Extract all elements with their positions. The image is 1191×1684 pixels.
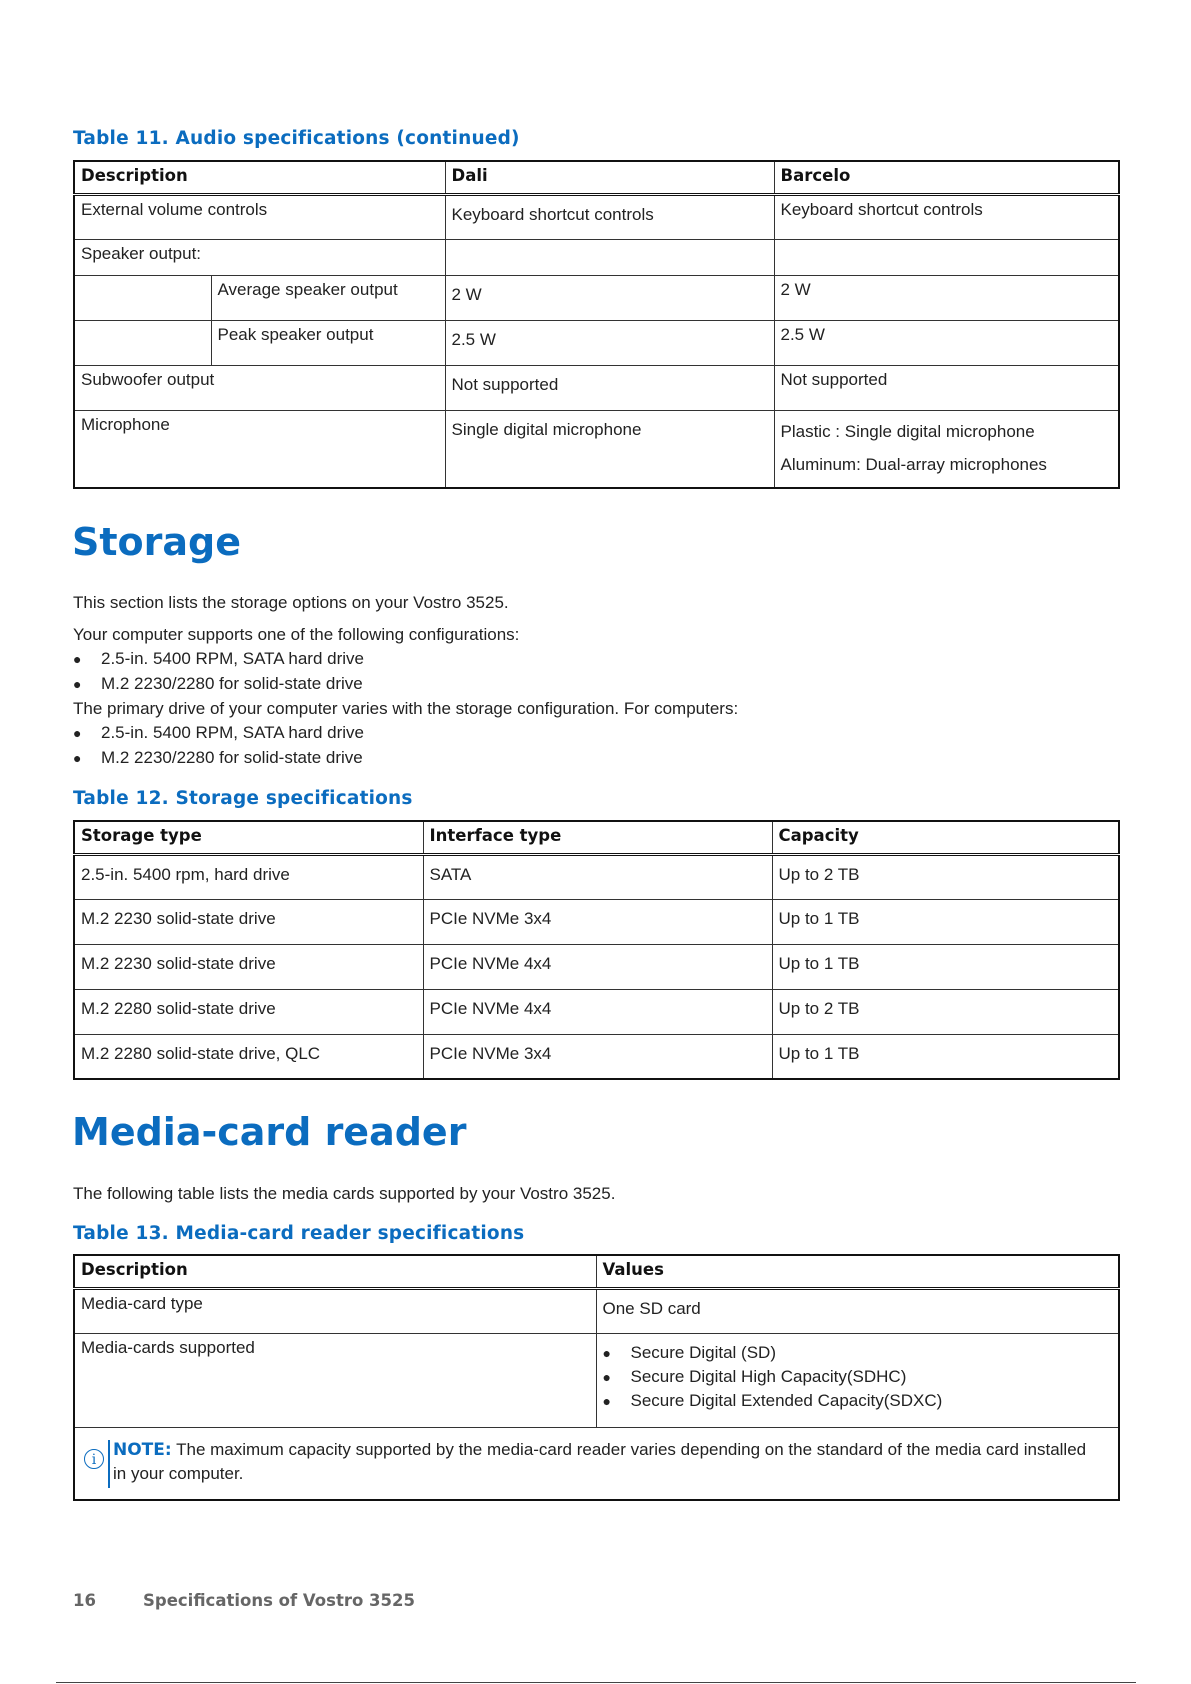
table-cell (74, 320, 211, 365)
table-cell: M.2 2280 solid-state drive, QLC (74, 1034, 423, 1079)
header-storage-type: Storage type (74, 821, 423, 854)
table-row (74, 275, 1119, 320)
note-divider (108, 1440, 110, 1488)
list-item-text: Secure Digital (SD) (630, 1342, 776, 1362)
table-cell: PCIe NVMe 3x4 (423, 1034, 772, 1079)
table-cell: M.2 2230 solid-state drive (74, 899, 423, 944)
table-cell (774, 239, 1119, 275)
table-row (74, 194, 1119, 239)
bullet-icon: ● (602, 1392, 611, 1409)
table-cell: Keyboard shortcut controls (774, 194, 1119, 239)
table-cell: Not supported (774, 365, 1119, 410)
table-cell: M.2 2280 solid-state drive (74, 989, 423, 1034)
list-item (73, 723, 364, 748)
list-item-text: Secure Digital High Capacity(SDHC) (630, 1366, 907, 1386)
table-cell: Up to 1 TB (772, 944, 1119, 989)
table-cell (596, 1333, 1119, 1427)
table-cell: External volume controls (74, 194, 445, 239)
table-row (74, 320, 1119, 365)
table-cell: PCIe NVMe 4x4 (423, 989, 772, 1034)
table-cell: M.2 2230 solid-state drive (74, 944, 423, 989)
bullet-icon: ● (602, 1344, 611, 1361)
table-cell: Up to 2 TB (772, 989, 1119, 1034)
list-item-text: 2.5-in. 5400 RPM, SATA hard drive (101, 723, 364, 742)
table-cell (774, 410, 1119, 488)
table-cell: 2 W (774, 275, 1119, 320)
list-item (603, 1343, 1113, 1367)
table-cell: Single digital microphone (445, 410, 774, 488)
table-cell: Up to 2 TB (772, 854, 1119, 899)
note-row (74, 1427, 1119, 1500)
table-cell: Peak speaker output (211, 320, 445, 365)
note-body: The maximum capacity supported by the media-card reader varies depending on the standard of the media card installed in your computer. (113, 1439, 1087, 1483)
table-row (74, 1034, 1119, 1079)
table-header-row (74, 161, 1119, 194)
table-cell: Speaker output: (74, 239, 445, 275)
note-label: NOTE: (113, 1439, 172, 1460)
note-cell (74, 1427, 1119, 1500)
bullet-icon: ● (73, 750, 82, 766)
bullet-icon: ● (602, 1368, 611, 1385)
header-barcelo: Barcelo (774, 161, 1119, 194)
header-values: Values (596, 1255, 1119, 1288)
table-cell: Subwoofer output (74, 365, 445, 410)
table-cell: 2.5-in. 5400 rpm, hard drive (74, 854, 423, 899)
table-cell: PCIe NVMe 3x4 (423, 899, 772, 944)
list-item (603, 1391, 1113, 1415)
media-table-caption: Table 13. Media-card reader specifications (73, 1223, 525, 1244)
table-cell: Media-cards supported (74, 1333, 596, 1427)
page-footer (73, 1591, 415, 1610)
table-cell: SATA (423, 854, 772, 899)
table-row (74, 854, 1119, 899)
storage-intro: This section lists the storage options on your Vostro 3525. (73, 593, 509, 612)
storage-spec-table (73, 820, 1120, 1080)
media-spec-table (73, 1254, 1120, 1501)
table-cell: Not supported (445, 365, 774, 410)
list-item (73, 649, 364, 674)
table-cell: One SD card (596, 1288, 1119, 1333)
table-cell: Keyboard shortcut controls (445, 194, 774, 239)
table-cell: 2.5 W (774, 320, 1119, 365)
bullet-icon: ● (73, 676, 82, 692)
audio-spec-table (73, 160, 1120, 489)
header-interface-type: Interface type (423, 821, 772, 854)
footer-rule (56, 1682, 1136, 1683)
list-item-text: Secure Digital Extended Capacity(SDXC) (630, 1390, 943, 1410)
table-row (74, 989, 1119, 1034)
info-icon: i (84, 1449, 104, 1469)
media-intro: The following table lists the media cards supported by your Vostro 3525. (73, 1184, 616, 1203)
microphone-barcelo-line: Aluminum: Dual-array microphones (780, 454, 1047, 474)
table-row (74, 239, 1119, 275)
table-row (74, 899, 1119, 944)
media-supported-list (603, 1343, 1113, 1415)
table-cell: Media-card type (74, 1288, 596, 1333)
table-header-row (74, 821, 1119, 854)
table-row (74, 410, 1119, 488)
list-item (603, 1367, 1113, 1391)
header-description: Description (74, 1255, 596, 1288)
note-text (113, 1438, 1098, 1486)
storage-heading: Storage (72, 520, 241, 564)
table-header-row (74, 1255, 1119, 1288)
page-number: 16 (73, 1591, 96, 1610)
bullet-icon: ● (73, 725, 82, 741)
header-description: Description (74, 161, 445, 194)
table-cell: Up to 1 TB (772, 1034, 1119, 1079)
table-row (74, 1333, 1119, 1427)
storage-primary-text: The primary drive of your computer varies with the storage configuration. For computers: (73, 699, 739, 718)
table-row (74, 365, 1119, 410)
list-item (73, 748, 364, 773)
table-cell: 2.5 W (445, 320, 774, 365)
storage-table-caption: Table 12. Storage specifications (73, 788, 413, 809)
table-cell: Microphone (74, 410, 445, 488)
storage-primary-list (73, 723, 364, 773)
bullet-icon: ● (73, 651, 82, 667)
table-cell: PCIe NVMe 4x4 (423, 944, 772, 989)
microphone-barcelo-line: Plastic : Single digital microphone (780, 421, 1035, 441)
header-capacity: Capacity (772, 821, 1119, 854)
media-heading: Media-card reader (72, 1110, 467, 1154)
table-cell: Average speaker output (211, 275, 445, 320)
list-item (73, 674, 364, 699)
list-item-text: M.2 2230/2280 for solid-state drive (101, 674, 363, 693)
footer-title: Specifications of Vostro 3525 (143, 1591, 415, 1610)
header-dali: Dali (445, 161, 774, 194)
table-row (74, 1288, 1119, 1333)
audio-table-caption: Table 11. Audio specifications (continued) (73, 128, 520, 149)
table-row (74, 944, 1119, 989)
table-cell: 2 W (445, 275, 774, 320)
table-cell: Up to 1 TB (772, 899, 1119, 944)
storage-supports-text: Your computer supports one of the following configurations: (73, 625, 520, 644)
table-cell (74, 275, 211, 320)
list-item-text: 2.5-in. 5400 RPM, SATA hard drive (101, 649, 364, 668)
list-item-text: M.2 2230/2280 for solid-state drive (101, 748, 363, 767)
table-cell (445, 239, 774, 275)
storage-config-list (73, 649, 364, 699)
